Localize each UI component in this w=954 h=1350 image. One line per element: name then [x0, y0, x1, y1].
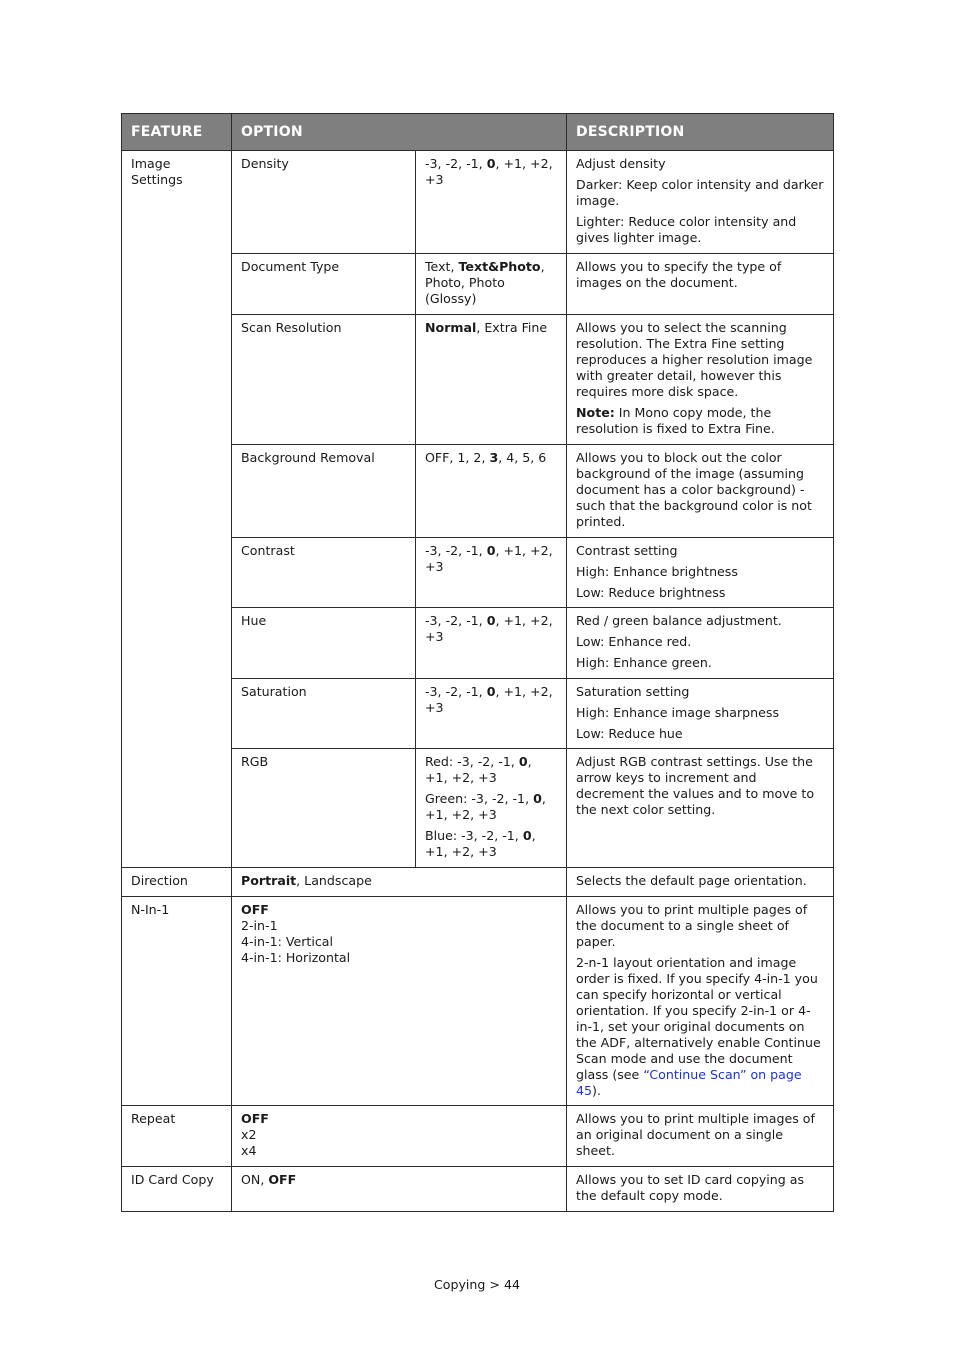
option-background-removal: Background Removal [232, 445, 416, 538]
option-density: Density [232, 151, 416, 254]
option-contrast: Contrast [232, 538, 416, 608]
option-repeat: OFF x2 x4 [232, 1106, 567, 1167]
option-id-card-copy: ON, OFF [232, 1167, 567, 1212]
values-density: -3, -2, -1, 0, +1, +2, +3 [416, 151, 567, 254]
table-row-id-card-copy [122, 1167, 834, 1212]
table-header-row [122, 114, 834, 151]
option-saturation: Saturation [232, 679, 416, 749]
table-row-density [122, 151, 834, 254]
settings-table [121, 113, 834, 1212]
table-row-direction [122, 868, 834, 897]
table-row-n-in-1 [122, 897, 834, 1106]
page-footer: Copying > 44 [433, 1277, 520, 1292]
values-hue: -3, -2, -1, 0, +1, +2, +3 [416, 608, 567, 679]
values-scan-resolution: Normal, Extra Fine [416, 315, 567, 445]
values-rgb: Red: -3, -2, -1, 0, +1, +2, +3 Green: -3, -2, -1, 0, +1, +2, +3 Blue: -3, -2, -1, 0, +1, +2, +3 [416, 749, 567, 868]
feature-direction: Direction [122, 868, 232, 897]
values-contrast: -3, -2, -1, 0, +1, +2, +3 [416, 538, 567, 608]
values-saturation: -3, -2, -1, 0, +1, +2, +3 [416, 679, 567, 749]
option-rgb: RGB [232, 749, 416, 868]
option-scan-resolution: Scan Resolution [232, 315, 416, 445]
table-row-repeat [122, 1106, 834, 1167]
option-hue: Hue [232, 608, 416, 679]
desc-contrast: Contrast setting High: Enhance brightness Low: Reduce brightness [567, 538, 834, 608]
option-direction: Portrait, Landscape [232, 868, 567, 897]
values-document-type: Text, Text&Photo, Photo, Photo (Glossy) [416, 254, 567, 315]
continue-scan-link[interactable]: “Continue Scan” on page 45 [576, 1067, 802, 1098]
desc-scan-resolution: Allows you to select the scanning resolution. The Extra Fine setting reproduces a higher resolution image with greater detail, however this requires more disk space. Note: In Mono copy mode, the resolution is fixed to Extra Fine. [567, 315, 834, 445]
desc-saturation: Saturation setting High: Enhance image sharpness Low: Reduce hue [567, 679, 834, 749]
note-label: Note: [576, 405, 615, 420]
desc-rgb: Adjust RGB contrast settings. Use the arrow keys to increment and decrement the values and to move to the next color setting. [567, 749, 834, 868]
desc-hue: Red / green balance adjustment. Low: Enhance red. High: Enhance green. [567, 608, 834, 679]
feature-image-settings: Image Settings [122, 151, 232, 868]
desc-background-removal: Allows you to block out the color background of the image (assuming document has a color background) - such that the background color is not printed. [567, 445, 834, 538]
header-feature: FEATURE [122, 114, 232, 151]
header-option: OPTION [232, 114, 567, 151]
desc-n-in-1: Allows you to print multiple pages of the document to a single sheet of paper. 2-n-1 layout orientation and image order is fixed. If you specify 4-in-1 you can specify horizontal or vertical orientation. If you specify 2-in-1 or 4-in-1, set your original documents on the ADF, alternatively enable Continue Scan mode and use the document glass (see “Continue Scan” on page 45). [567, 897, 834, 1106]
option-document-type: Document Type [232, 254, 416, 315]
desc-repeat: Allows you to print multiple images of an original document on a single sheet. [567, 1106, 834, 1167]
header-description: DESCRIPTION [567, 114, 834, 151]
desc-direction: Selects the default page orientation. [567, 868, 834, 897]
values-background-removal: OFF, 1, 2, 3, 4, 5, 6 [416, 445, 567, 538]
desc-density: Adjust density Darker: Keep color intensity and darker image. Lighter: Reduce color intensity and gives lighter image. [567, 151, 834, 254]
option-n-in-1: OFF 2-in-1 4-in-1: Vertical 4-in-1: Horizontal [232, 897, 567, 1106]
desc-document-type: Allows you to specify the type of images on the document. [567, 254, 834, 315]
feature-repeat: Repeat [122, 1106, 232, 1167]
desc-id-card-copy: Allows you to set ID card copying as the default copy mode. [567, 1167, 834, 1212]
feature-id-card-copy: ID Card Copy [122, 1167, 232, 1212]
feature-n-in-1: N-In-1 [122, 897, 232, 1106]
